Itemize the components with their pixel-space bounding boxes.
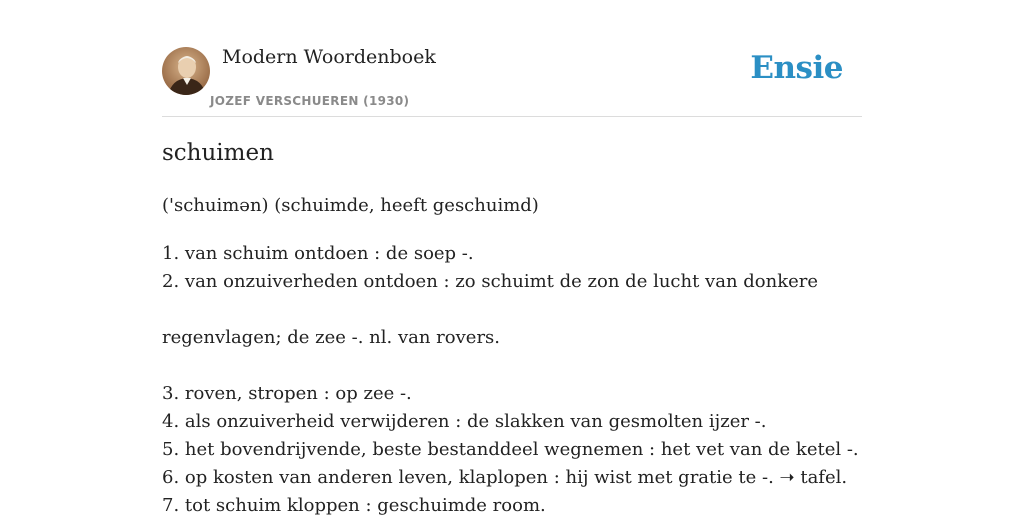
- dictionary-title[interactable]: Modern Woordenboek: [222, 46, 436, 68]
- entry-headword: schuimen: [162, 140, 274, 166]
- definition-line: 6. op kosten van anderen leven, klaplopen : hij wist met gratie te -. ➝ tafel.: [162, 467, 848, 488]
- blank-line: [162, 296, 862, 324]
- definition-line: regenvlagen; de zee -. nl. van rovers.: [162, 327, 501, 348]
- dictionary-header: [162, 0, 862, 117]
- blank-line: [162, 352, 862, 380]
- author-avatar[interactable]: [162, 47, 210, 95]
- definition-line: 3. roven, stropen : op zee -.: [162, 383, 412, 404]
- author-portrait-icon: [162, 47, 210, 95]
- definition-line: 5. het bovendrijvende, beste bestanddeel wegnemen : het vet van de ketel -.: [162, 439, 859, 460]
- ensie-logo-link[interactable]: Ensie: [750, 50, 843, 86]
- entry-definitions: [162, 240, 862, 520]
- definition-line: 4. als onzuiverheid verwijderen : de slakken van gesmolten ijzer -.: [162, 411, 767, 432]
- entry-pronunciation: ('schuimən) (schuimde, heeft geschuimd): [162, 195, 539, 216]
- dictionary-author: JOZEF VERSCHUEREN (1930): [210, 94, 410, 108]
- definition-line: 2. van onzuiverheden ontdoen : zo schuimt de zon de lucht van donkere: [162, 271, 819, 292]
- page: [162, 0, 862, 516]
- definition-line: 7. tot schuim kloppen : geschuimde room.: [162, 495, 546, 516]
- definition-line: 1. van schuim ontdoen : de soep -.: [162, 243, 474, 264]
